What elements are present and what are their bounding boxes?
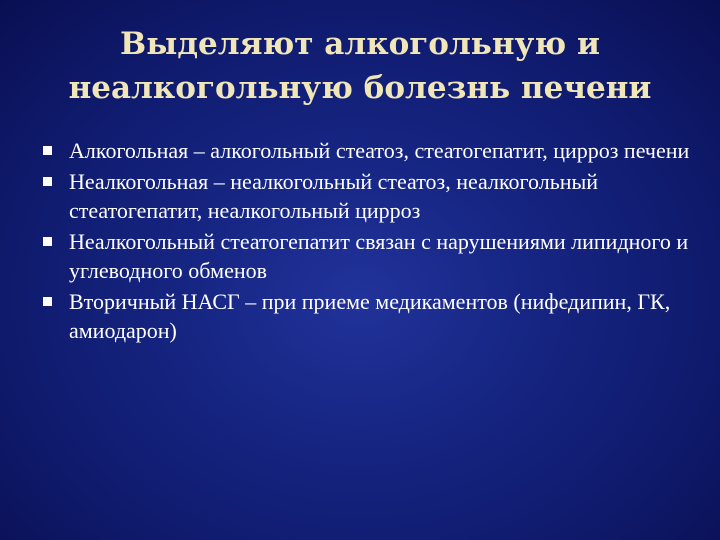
bullet-list <box>38 136 698 347</box>
square-bullet-icon <box>43 297 52 306</box>
bullet-item <box>38 287 698 345</box>
bullet-text: Вторичный НАСГ – при приеме медикаментов (нифедипин, ГК, амиодарон) <box>69 289 671 343</box>
slide-title <box>40 22 680 110</box>
bullet-text: Неалкогольный стеатогепатит связан с нарушениями липидного и углеводного обменов <box>69 229 689 283</box>
slide-title-line-1: Выделяют алкогольную и <box>120 26 600 62</box>
square-bullet-icon <box>43 146 52 155</box>
bullet-item <box>38 136 698 165</box>
square-bullet-icon <box>43 177 52 186</box>
bullet-item <box>38 227 698 285</box>
square-bullet-icon <box>43 237 52 246</box>
bullet-text: Неалкогольная – неалкогольный стеатоз, неалкогольный стеатогепатит, неалкогольный цирроз <box>69 169 599 223</box>
bullet-item <box>38 167 698 225</box>
slide-title-line-2: неалкогольную болезнь печени <box>68 70 652 106</box>
bullet-text: Алкогольная – алкогольный стеатоз, стеатогепатит, цирроз печени <box>69 138 690 163</box>
